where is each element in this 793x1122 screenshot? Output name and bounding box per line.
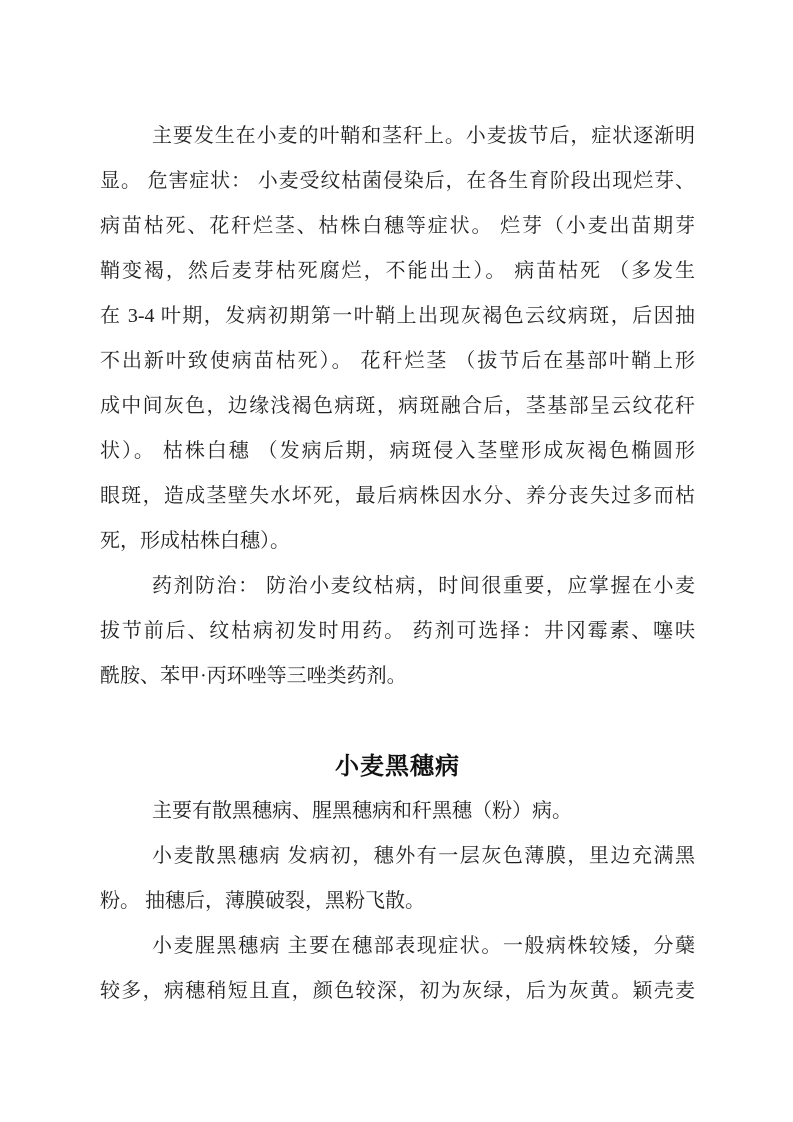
paragraph-smut-overview [100, 789, 695, 834]
text-line: 在 3-4 叶期，发病初期第一叶鞘上出现灰褐色云纹病斑，后因抽 [100, 305, 695, 327]
text-line: 主要发生在小麦的叶鞘和茎秆上。小麦拔节后，症状逐渐明 [152, 125, 695, 147]
text-line: 小麦腥黑穗病 主要在穗部表现症状。一般病株较矮，分蘖 [152, 935, 695, 957]
text-line: 拔节前后、纹枯病初发时用药。 药剂可选择：井冈霉素、噻呋 [100, 620, 695, 642]
text-line: 状）。 枯株白穗 （发病后期，病斑侵入茎壁形成灰褐色椭圆形 [100, 440, 695, 462]
paragraph-chemical-control [100, 564, 695, 699]
text-line: 显。 危害症状： 小麦受纹枯菌侵染后，在各生育阶段出现烂芽、 [100, 170, 695, 192]
text-line: 死，形成枯株白穗）。 [100, 530, 290, 552]
paragraph-symptoms [100, 114, 695, 564]
text-line: 病苗枯死、花秆烂茎、枯株白穗等症状。 烂芽（小麦出苗期芽 [100, 215, 695, 237]
text-line: 药剂防治： 防治小麦纹枯病，时间很重要，应掌握在小麦 [152, 575, 695, 597]
text-line: 粉。 抽穗后，薄膜破裂，黑粉飞散。 [100, 890, 425, 912]
paragraph-common-bunt [100, 924, 695, 1014]
text-line: 成中间灰色，边缘浅褐色病斑，病斑融合后，茎基部呈云纹花秆 [100, 395, 695, 417]
text-line: 眼斑，造成茎壁失水坏死，最后病株因水分、养分丧失过多而枯 [100, 485, 695, 507]
text-line: 酰胺、苯甲·丙环唑等三唑类药剂。 [100, 665, 407, 687]
text-line: 小麦散黑穗病 发病初，穗外有一层灰色薄膜，里边充满黑 [152, 845, 695, 867]
paragraph-loose-smut [100, 834, 695, 924]
blank-line [100, 699, 695, 744]
section-heading: 小麦黑穗病 [335, 753, 460, 780]
document-text-block [100, 114, 695, 1014]
text-line: 主要有散黑穗病、腥黑穗病和秆黑穗（粉）病。 [152, 800, 572, 822]
text-line: 不出新叶致使病苗枯死）。 花秆烂茎 （拔节后在基部叶鞘上形 [100, 350, 695, 372]
text-line: 鞘变褐，然后麦芽枯死腐烂，不能出土）。 病苗枯死 （多发生 [100, 260, 695, 282]
text-line: 较多，病穗稍短且直，颜色较深，初为灰绿，后为灰黄。颖壳麦 [100, 980, 695, 1002]
